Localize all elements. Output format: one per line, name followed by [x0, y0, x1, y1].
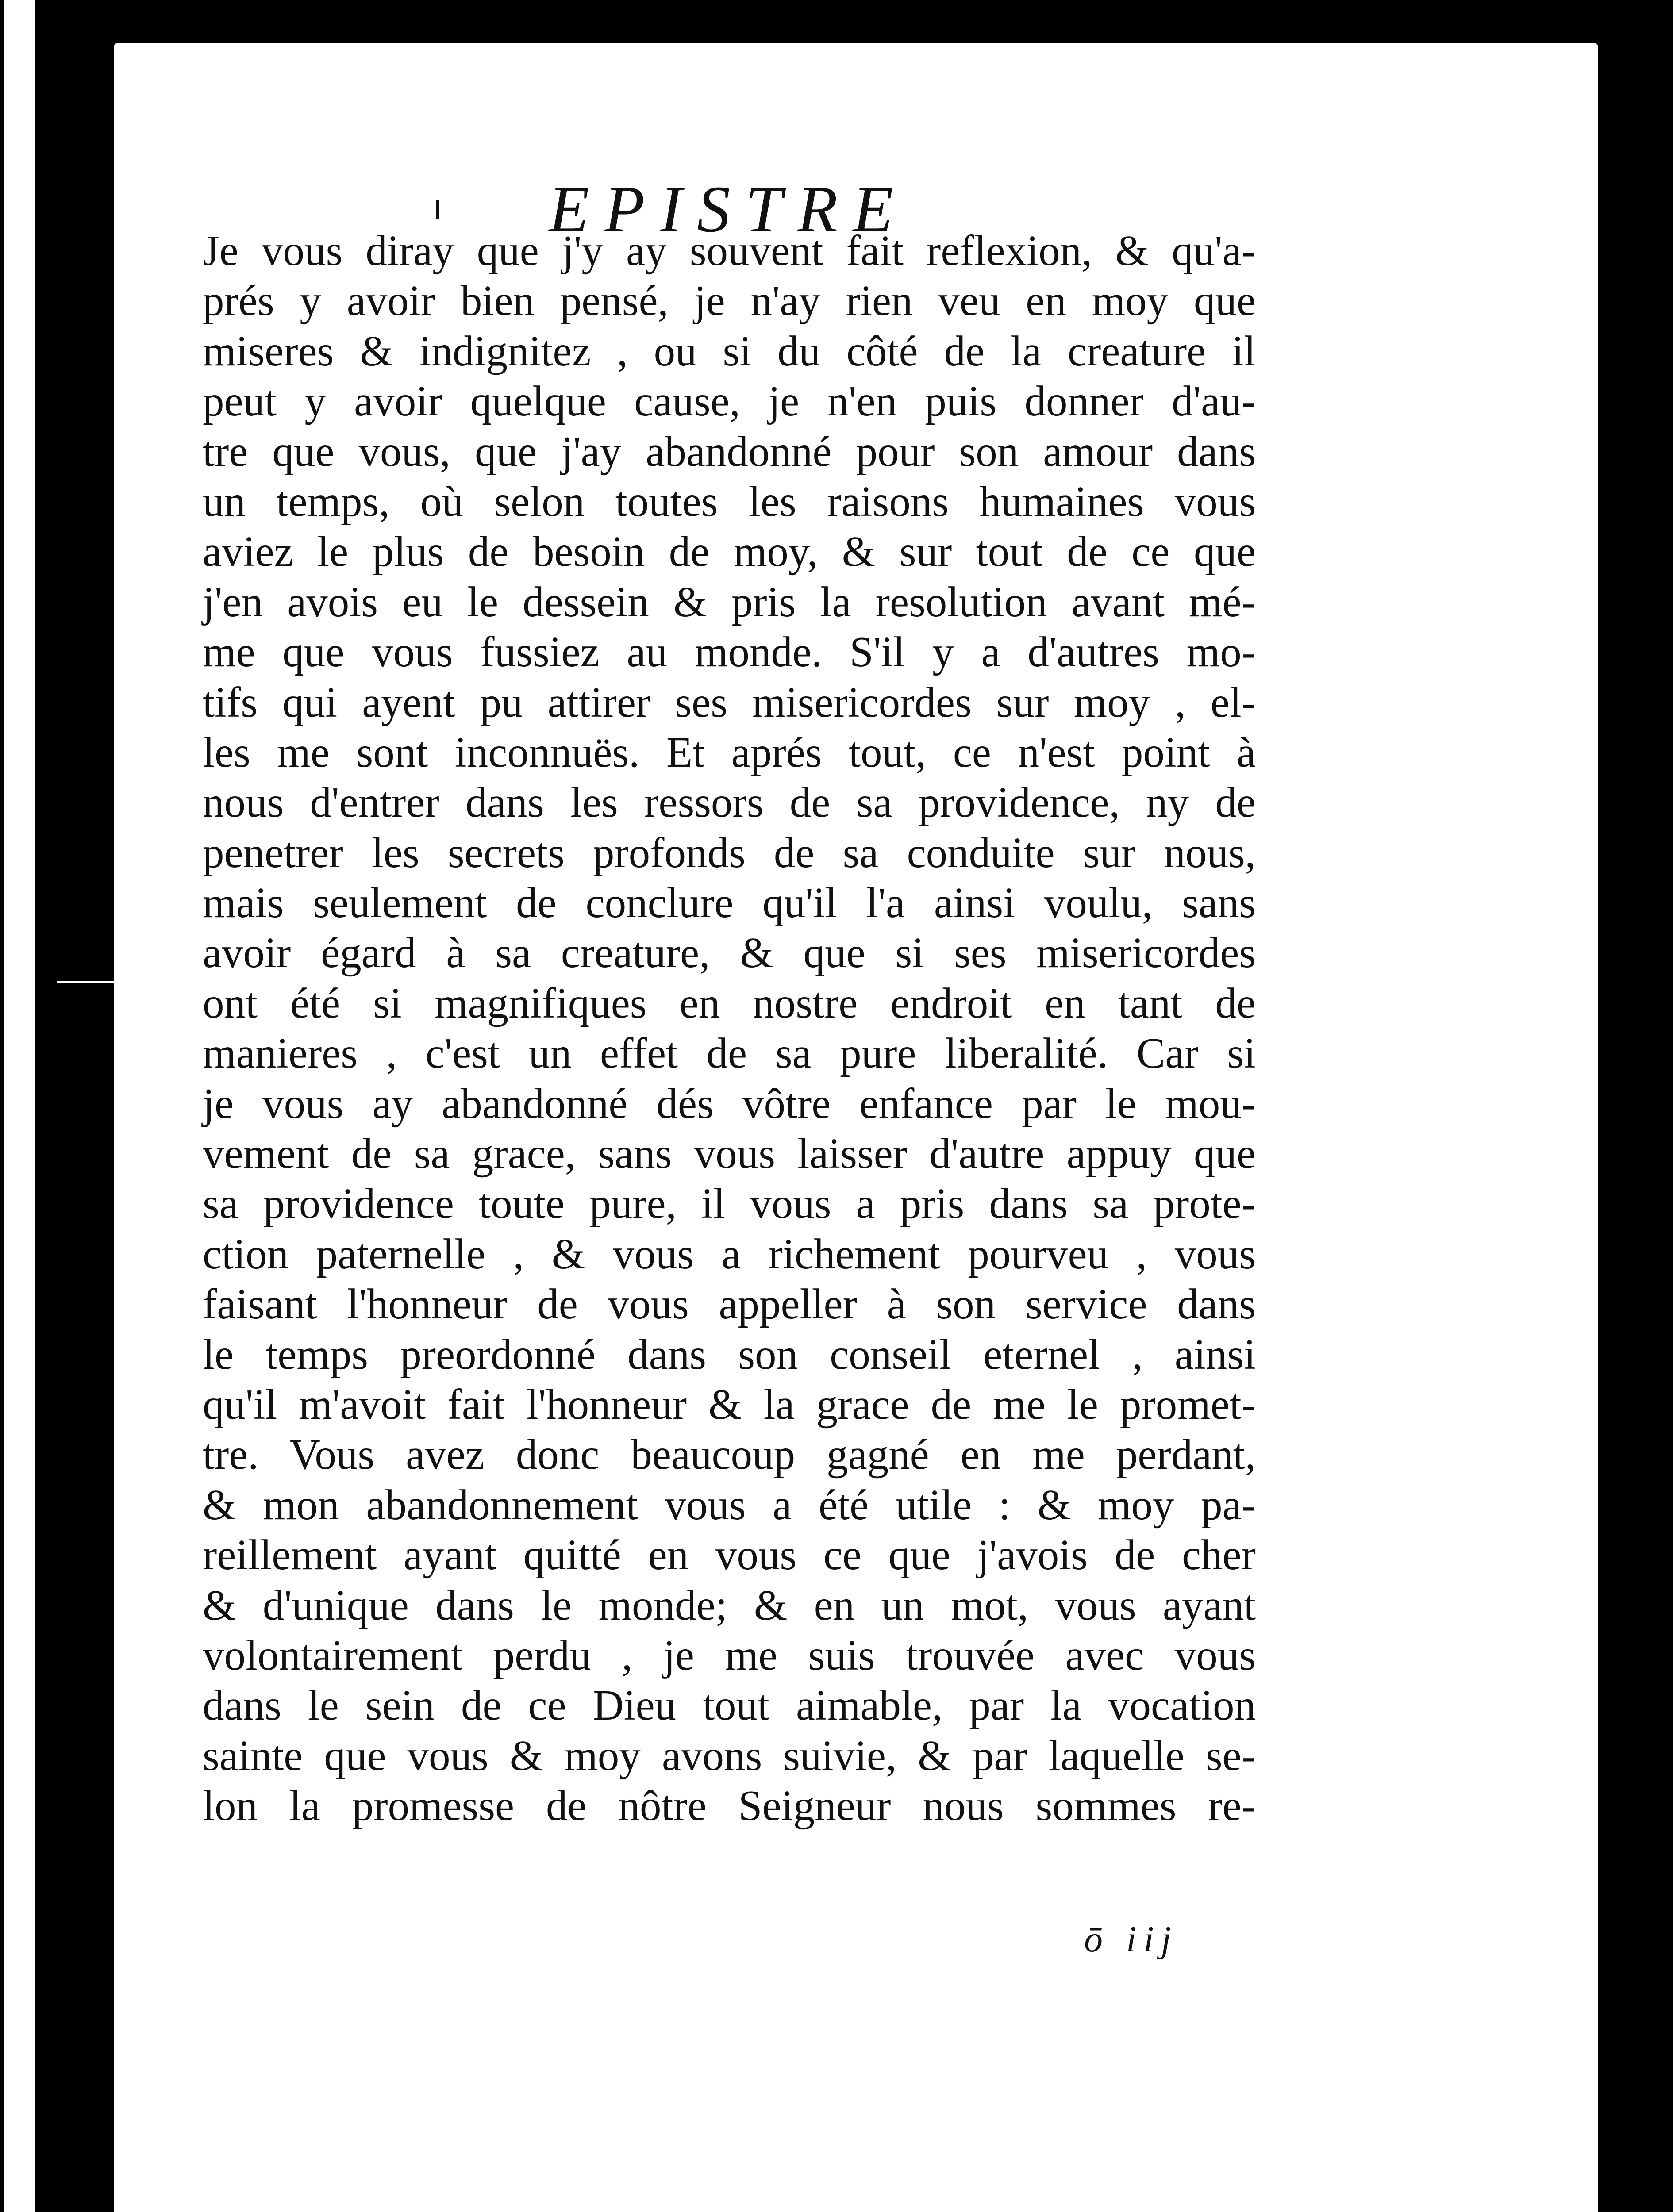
text-line: le temps preordonné dans son conseil eternel , ainsi: [203, 1330, 1256, 1378]
margin-line: [57, 981, 114, 983]
text-line: volontairement perdu , je me suis trouvée avec vous: [203, 1631, 1256, 1679]
left-margin-strip: [4, 0, 35, 2212]
text-line: manieres , c'est un effet de sa pure liberalité. Car si: [203, 1029, 1256, 1077]
text-line: ction paternelle , & vous a richement pourveu , vous: [203, 1230, 1256, 1278]
text-line: lon la promesse de nôtre Seigneur nous sommes re-: [203, 1782, 1256, 1830]
text-line: reillement ayant quitté en vous ce que j'avois de cher: [203, 1531, 1256, 1579]
text-line: peut y avoir quelque cause, je n'en puis donner d'au-: [203, 377, 1256, 425]
text-line: un temps, où selon toutes les raisons humaines vous: [203, 477, 1256, 525]
text-line: tre. Vous avez donc beaucoup gagné en me perdant,: [203, 1431, 1256, 1479]
running-head-mark: [436, 200, 439, 219]
text-line: avoir égard à sa creature, & que si ses misericordes: [203, 929, 1256, 977]
text-line: sainte que vous & moy avons suivie, & par laquelle se-: [203, 1732, 1256, 1779]
text-line: & d'unique dans le monde; & en un mot, vous ayant: [203, 1581, 1256, 1629]
text-line: ont été si magnifiques en nostre endroit en tant de: [203, 979, 1256, 1027]
text-line: & mon abandonnement vous a été utile : & moy pa-: [203, 1481, 1256, 1528]
body-text: [203, 226, 1256, 1831]
text-line: prés y avoir bien pensé, je n'ay rien veu en moy que: [203, 277, 1256, 325]
text-line: me que vous fussiez au monde. S'il y a d'autres mo-: [203, 628, 1256, 676]
text-line: tre que vous, que j'ay abandonné pour son amour dans: [203, 427, 1256, 475]
running-head: EPISTRE: [549, 173, 908, 246]
text-line: Je vous diray que j'y ay souvent fait reflexion, & qu'a-: [203, 227, 1256, 274]
text-line: vement de sa grace, sans vous laisser d'autre appuy que: [203, 1130, 1256, 1178]
text-line: dans le sein de ce Dieu tout aimable, par la vocation: [203, 1682, 1256, 1729]
text-line: miseres & indignitez , ou si du côté de la creature il: [203, 327, 1256, 375]
text-line: sa providence toute pure, il vous a pris dans sa prote-: [203, 1180, 1256, 1228]
text-line: je vous ay abandonné dés vôtre enfance par le mou-: [203, 1079, 1256, 1127]
text-line: faisant l'honneur de vous appeller à son service dans: [203, 1280, 1256, 1328]
text-line: mais seulement de conclure qu'il l'a ainsi voulu, sans: [203, 879, 1256, 927]
text-line: tifs qui ayent pu attirer ses misericordes sur moy , el-: [203, 678, 1256, 726]
text-line: qu'il m'avoit fait l'honneur & la grace de me le promet-: [203, 1380, 1256, 1428]
text-line: aviez le plus de besoin de moy, & sur tout de ce que: [203, 528, 1256, 576]
signature-mark: ō iij: [1084, 1919, 1179, 1960]
text-line: nous d'entrer dans les ressors de sa providence, ny de: [203, 779, 1256, 826]
text-line: les me sont inconnuës. Et aprés tout, ce n'est point à: [203, 728, 1256, 776]
text-line: j'en avois eu le dessein & pris la resolution avant mé-: [203, 578, 1256, 626]
text-line: penetrer les secrets profonds de sa conduite sur nous,: [203, 829, 1256, 876]
